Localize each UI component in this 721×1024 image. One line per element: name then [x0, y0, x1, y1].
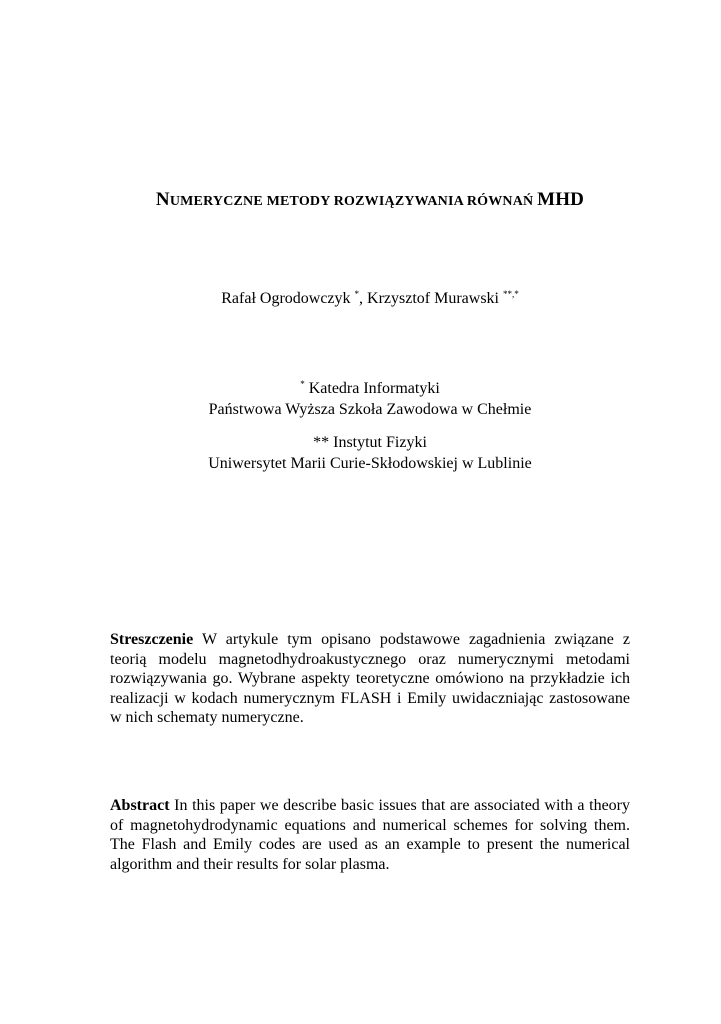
author-2-name: , Krzysztof Murawski	[359, 290, 503, 307]
author-1-name: Rafał Ogrodowczyk	[221, 290, 355, 307]
affiliation-1	[110, 378, 630, 420]
title-mhd: MHD	[537, 189, 585, 210]
author-2-affiliation-mark: **,*	[503, 289, 519, 299]
abstract-label: Abstract	[110, 797, 170, 814]
paper-title	[110, 188, 630, 213]
title-smallcaps: UMERYCZNE METODY ROZWIĄZYWANIA RÓWNAŃ	[169, 194, 538, 209]
affiliation-2-department-text: Instytut Fizyki	[329, 434, 427, 451]
abstract-text: In this paper we describe basic issues that are associated with a theory of magnetohydrodynamic equations and numerical schemes for solving them. The Flash and Emily codes are used as an example to present the numerical algorithm and their results for solar plasma.	[110, 797, 630, 873]
abstract-paragraph	[110, 796, 630, 874]
streszczenie-text: W artykule tym opisano podstawowe zagadnienia związane z teorią modelu magnetodhydroakustycznego oraz numerycznymi metodami rozwiązywania go. Wybrane aspekty teoretyczne omówiono na przykładzie ich realizacji w kodach numerycznym FLASH i Emily uwidaczniając zastosowane w nich schematy numeryczne.	[110, 631, 630, 726]
affiliation-1-institution: Państwowa Wyższa Szkoła Zawodowa w Chełmie	[208, 401, 532, 418]
affiliation-1-mark: *	[300, 379, 305, 389]
author-list	[110, 288, 630, 310]
author-1-affiliation-mark: *	[354, 289, 360, 299]
affiliation-2-department	[110, 432, 630, 453]
affiliation-2-institution: Uniwersytet Marii Curie-Skłodowskiej w Lublinie	[208, 455, 532, 472]
affiliation-1-department	[110, 378, 630, 399]
streszczenie-paragraph	[110, 630, 630, 728]
title-initial: N	[155, 189, 170, 210]
affiliation-2-mark: **	[313, 434, 330, 451]
affiliation-2	[110, 432, 630, 474]
streszczenie-label: Streszczenie	[110, 631, 194, 648]
affiliation-1-department-text: Katedra Informatyki	[304, 380, 440, 397]
